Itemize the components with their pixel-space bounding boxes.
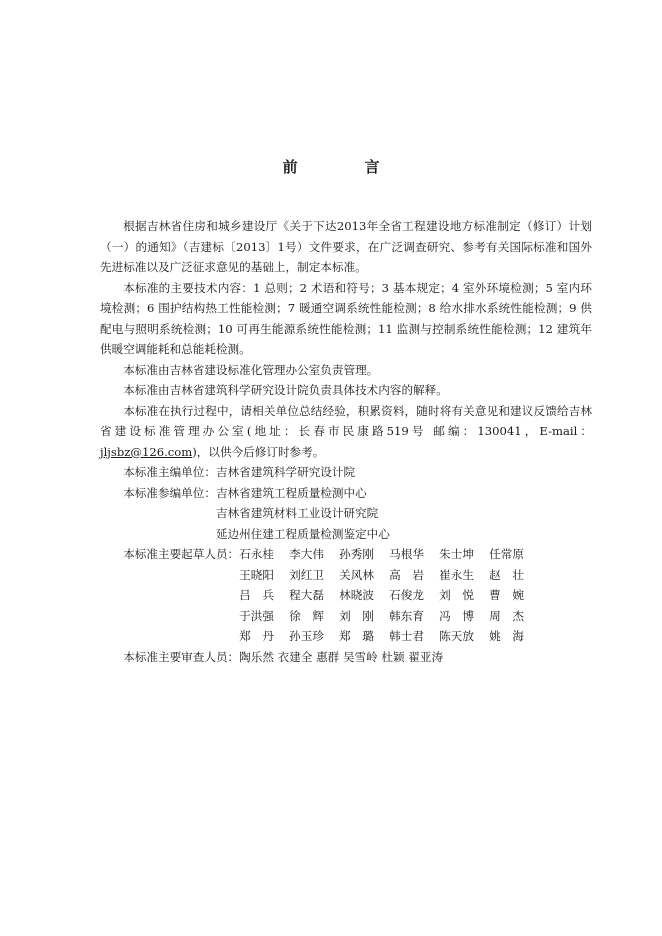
drafter-name: 韩东育 — [389, 608, 424, 623]
drafter-name: 徐 辉 — [289, 608, 324, 623]
drafter-name: 孙秀刚 — [339, 547, 374, 561]
drafter-name: 刘 刚 — [339, 608, 374, 623]
drafters-row — [100, 544, 592, 647]
chief-editor-row — [100, 462, 592, 483]
paragraph-interpretation: 本标准由吉林省建筑科学研究设计院负责具体技术内容的解释。 — [123, 383, 448, 397]
email-link[interactable]: jljsbz@126.com — [100, 444, 193, 459]
drafter-name: 石永桂 — [239, 547, 274, 561]
feedback-text: 本标准在执行过程中，请相关单位总结经验，积累资料，随时将有关意见和建议反馈给吉林省建设标准管理办公室(地址：长春市民康路519号 邮编：130041，E-mail： — [100, 403, 592, 438]
participant-unit: 吉林省建筑材料工业设计研究院 — [215, 506, 379, 520]
drafter-name: 刘 悦 — [439, 588, 474, 602]
drafter-name: 刘红卫 — [289, 567, 324, 582]
drafter-name: 郑 璐 — [339, 629, 374, 643]
paragraph-management: 本标准由吉林省建设标准化管理办公室负责管理。 — [123, 362, 379, 377]
drafters-label: 本标准主要起草人员： — [123, 547, 240, 561]
drafter-name: 马根华 — [389, 547, 424, 561]
participant-unit: 延边州住建工程质量检测鉴定中心 — [215, 526, 390, 541]
drafter-name: 韩士君 — [389, 629, 424, 643]
reviewers-row — [100, 647, 592, 668]
participants-row — [100, 483, 592, 545]
drafter-name: 冯 博 — [439, 608, 474, 623]
drafter-name: 王晓阳 — [239, 567, 274, 582]
drafter-name: 曹 婉 — [489, 588, 524, 602]
page-title: 前 言 — [282, 158, 406, 176]
drafter-name: 任常原 — [489, 547, 524, 561]
drafter-name: 林晓波 — [339, 588, 374, 602]
drafter-name: 陈天放 — [439, 629, 474, 643]
feedback-text-end: )，以供今后修订时参考。 — [192, 444, 325, 459]
drafter-name: 李大伟 — [289, 547, 324, 561]
drafter-name: 高 岩 — [389, 567, 424, 582]
chief-editor-value: 吉林省建筑科学研究设计院 — [215, 465, 356, 479]
drafter-name: 程大磊 — [289, 588, 324, 602]
reviewers-value: 陶乐然 衣建全 惠群 吴雪岭 杜颖 翟亚涛 — [239, 649, 444, 664]
drafter-name: 姚 海 — [489, 629, 524, 643]
drafter-name: 吕 兵 — [239, 588, 274, 602]
drafter-name: 赵 壮 — [489, 567, 524, 582]
participants-label: 本标准参编单位： — [123, 485, 216, 500]
paragraph-basis: 根据吉林省住房和城乡建设厅《关于下达2013年全省工程建设地方标准制定（修订）计划（一）的通知》（吉建标〔2013〕1号）文件要求，在广泛调查研究、参考有关国际标准和国外先进标准以及广泛征求意见的基础上，制定本标准。 — [100, 219, 592, 274]
drafter-name: 郑 丹 — [239, 629, 274, 643]
drafter-name: 关风林 — [339, 567, 374, 582]
drafter-name: 于洪强 — [239, 608, 274, 623]
participant-unit: 吉林省建筑工程质量检测中心 — [215, 485, 367, 500]
drafter-name: 孙玉珍 — [289, 629, 324, 643]
paragraph-feedback — [100, 401, 592, 463]
chief-editor-label: 本标准主编单位： — [123, 465, 216, 479]
drafter-name: 崔永生 — [439, 567, 474, 582]
participants-list — [216, 483, 390, 545]
drafter-name: 周 杰 — [489, 608, 524, 623]
drafter-name: 朱士坤 — [439, 547, 474, 561]
drafters-grid — [239, 544, 539, 647]
paragraph-technical-content: 本标准的主要技术内容：1 总则；2 术语和符号；3 基本规定；4 室外环境检测；5 室内环境检测；6 围护结构热工性能检测；7 暖通空调系统性能检测；8 给水排水系统性能检测；9 供配电与照明系统检测；10 可再生能源系统性能检测；11 监测与控制系统性能检测；12 建筑年供暖空调能耗和总能耗检测。 — [100, 280, 592, 356]
reviewers-label: 本标准主要审查人员： — [123, 649, 240, 664]
preface-body — [100, 216, 592, 667]
drafter-name: 石俊龙 — [389, 588, 424, 602]
